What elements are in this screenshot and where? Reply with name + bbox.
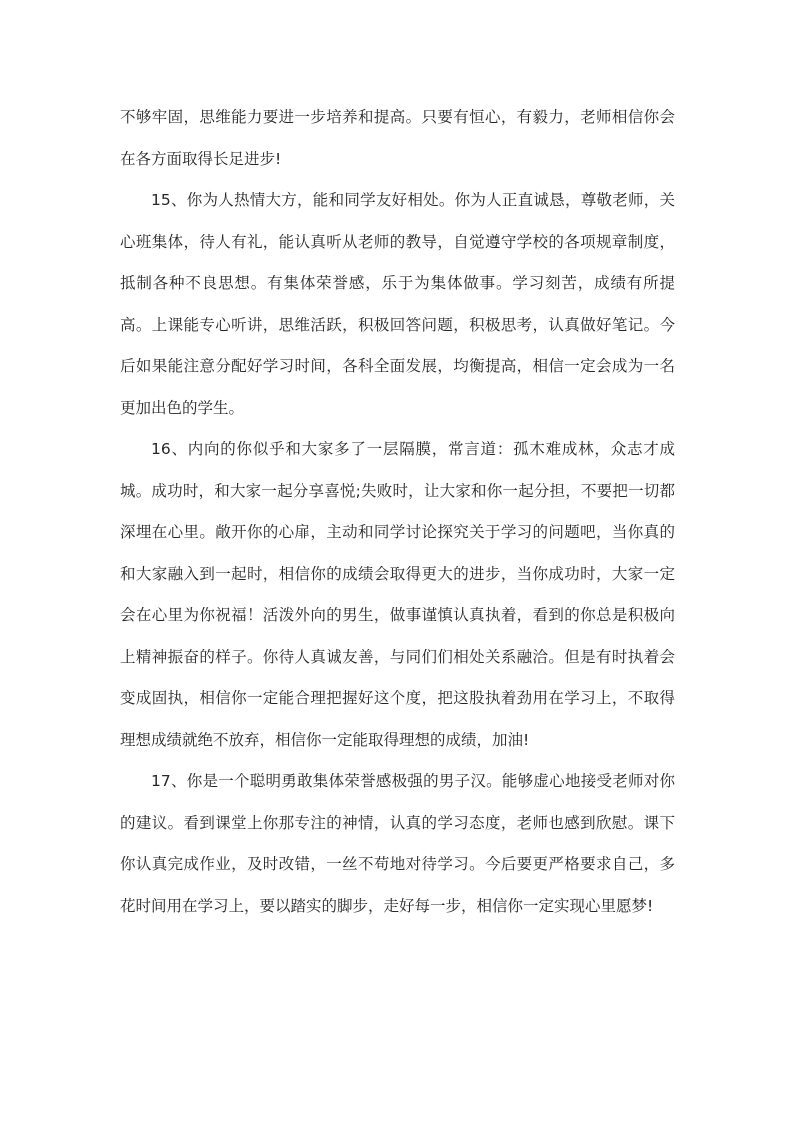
document-body [120,97,675,927]
paragraph-17: 17、你是一个聪明勇敢集体荣誉感极强的男子汉。能够虚心地接受老师对你的建议。看到课堂上你那专注的神情，认真的学习态度，老师也感到欣慰。课下你认真完成作业，及时改错，一丝不苟地对待学习。今后要更严格要求自己，多花时间用在学习上，要以踏实的脚步，走好每一步，相信你一定实现心里愿梦! [120,772,675,915]
paragraph-15: 15、你为人热情大方，能和同学友好相处。你为人正直诚恳，尊敬老师，关心班集体，待人有礼，能认真听从老师的教导，自觉遵守学校的各项规章制度，抵制各种不良思想。有集体荣誉感，乐于为集体做事。学习刻苦，成绩有所提高。上课能专心听讲，思维活跃，积极回答问题，积极思考，认真做好笔记。今后如果能注意分配好学习时间，各科全面发展，均衡提高，相信一定会成为一名更加出色的学生。 [120,191,675,417]
paragraph-continuation: 不够牢固，思维能力要进一步培养和提高。只要有恒心，有毅力，老师相信你会在各方面取得长足进步! [120,108,675,168]
paragraph-16: 16、内向的你似乎和大家多了一层隔膜，常言道：孤木难成林，众志才成城。成功时，和大家一起分享喜悦;失败时，让大家和你一起分担，不要把一切都深埋在心里。敞开你的心扉，主动和同学讨论探究关于学习的问题吧，当你真的和大家融入到一起时，相信你的成绩会取得更大的进步，当你成功时，大家一定会在心里为你祝福！活泼外向的男生，做事谨慎认真执着，看到的你总是积极向上精神振奋的样子。你待人真诚友善，与同们们相处关系融洽。但是有时执着会变成固执，相信你一定能合理把握好这个度，把这股执着劲用在学习上，不取得理想成绩就绝不放弃，相信你一定能取得理想的成绩，加油! [120,440,675,749]
